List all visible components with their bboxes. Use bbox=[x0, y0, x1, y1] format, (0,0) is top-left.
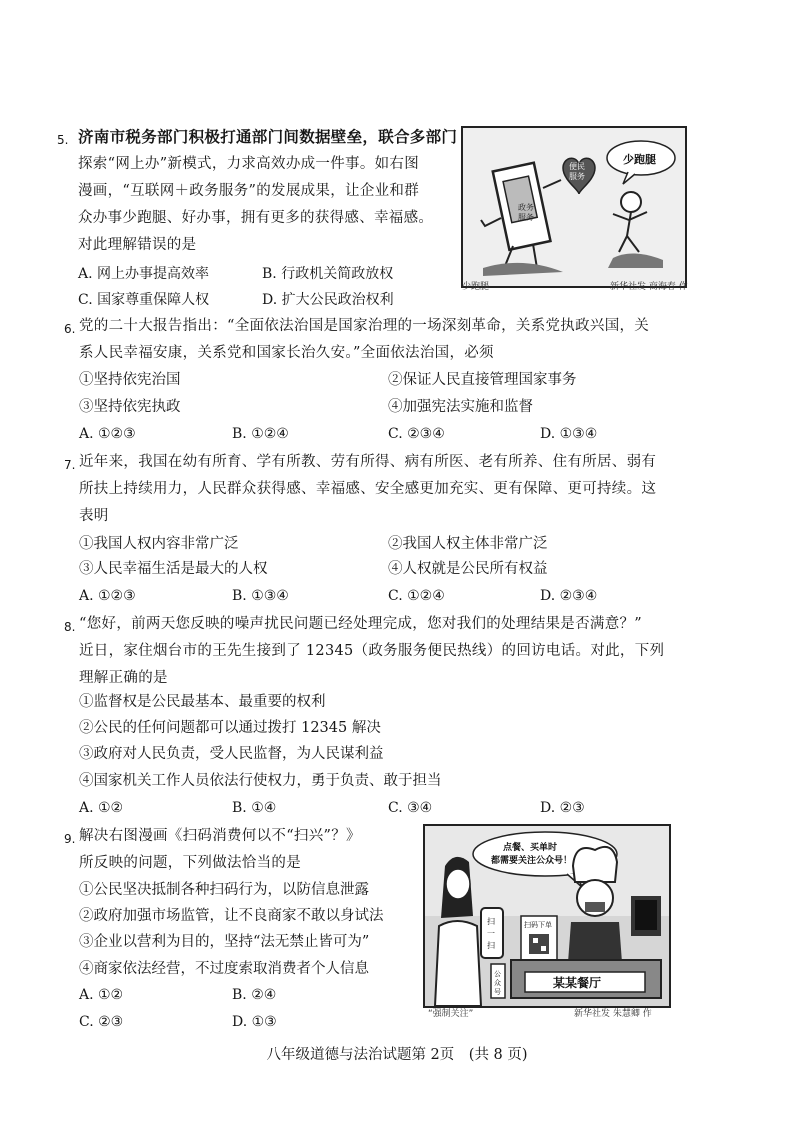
comic-image-q5 bbox=[461, 126, 687, 288]
question-line: 系人民幸福安康，关系党和国家长治久安。”全面依法治国，必须 bbox=[79, 345, 494, 361]
comic-drawing bbox=[425, 826, 669, 1006]
statement-item: ④人权就是公民所有权益 bbox=[388, 561, 548, 577]
comic-caption-credit: 新华社发 朱慧卿 作 bbox=[574, 1009, 652, 1019]
option-c: C. ①②④ bbox=[388, 588, 445, 604]
tag-text-1: 公 bbox=[494, 970, 501, 978]
comic-caption-credit: 新华社发 商海春 作 bbox=[610, 282, 688, 292]
question-number: 8. bbox=[64, 620, 76, 634]
option-c: C. 国家尊重保障人权 bbox=[78, 292, 210, 308]
question-line: 近日，家住烟台市的王先生接到了 12345（政务服务便民热线）的回访电话。对此，下列 bbox=[79, 643, 665, 659]
option-b: B. ①③④ bbox=[232, 588, 289, 604]
statement-item: ④国家机关工作人员依法行使权力，勇于负责、敢于担当 bbox=[79, 773, 442, 789]
option-b: B. ①②④ bbox=[232, 426, 289, 442]
tag-text-2: 众 bbox=[494, 979, 501, 987]
option-a: A. 网上办事提高效率 bbox=[78, 266, 210, 282]
speech-bubble-line-2: 都需要关注公众号！ bbox=[491, 856, 573, 866]
statement-item: ③人民幸福生活是最大的人权 bbox=[79, 561, 268, 577]
statement-item: ③政府对人民负责，受人民监督，为人民谋利益 bbox=[79, 746, 384, 762]
question-line: 所扶上持续用力，人民群众获得感、幸福感、安全感更加充实、更有保障、更可持续。这 bbox=[79, 481, 657, 497]
option-d: D. 扩大公民政治权利 bbox=[262, 292, 394, 308]
statement-item: ①监督权是公民最基本、最重要的权利 bbox=[79, 694, 326, 710]
question-line: 党的二十大报告指出：“全面依法治国是国家治理的一场深刻革命，关系党执政兴国，关 bbox=[79, 318, 650, 334]
option-c: C. ②③④ bbox=[388, 426, 445, 442]
option-a: A. ①②③ bbox=[79, 426, 136, 442]
statement-item: ②公民的任何问题都可以通过拨打 12345 解决 bbox=[79, 720, 381, 736]
question-line: 探索“网上办”新模式，力求高效办成一件事。如右图 bbox=[78, 156, 420, 172]
counter-sign-text: 某某餐厅 bbox=[553, 976, 602, 990]
option-a: A. ①② bbox=[79, 800, 124, 816]
question-line: 济南市税务部门积极打通部门间数据壁垒，联合多部门 bbox=[78, 127, 458, 146]
option-a: A. ①②③ bbox=[79, 588, 136, 604]
question-number: 6. bbox=[64, 322, 76, 336]
question-number: 5. bbox=[57, 133, 69, 147]
comic-caption-title: “强制关注” bbox=[428, 1009, 474, 1019]
question-line: 对此理解错误的是 bbox=[78, 237, 197, 253]
heart-label-2: 服务 bbox=[569, 172, 585, 181]
question-number: 7. bbox=[64, 458, 76, 472]
phone-text-3: 扫 bbox=[487, 941, 495, 950]
option-d: D. ①③④ bbox=[540, 426, 598, 442]
statement-item: ④加强宪法实施和监督 bbox=[388, 399, 533, 415]
statement-item: ④商家依法经营，不过度索取消费者个人信息 bbox=[79, 961, 369, 977]
device-label-1: 政务 bbox=[518, 203, 534, 212]
statement-item: ①公民坚决抵制各种扫码行为，以防信息泄露 bbox=[79, 882, 369, 898]
page-footer: 八年级道德与法治试题第 2页 (共 8 页) bbox=[266, 1047, 528, 1063]
question-line: “您好，前两天您反映的噪声扰民问题已经处理完成，您对我们的处理结果是否满意？” bbox=[79, 616, 643, 632]
question-number: 9. bbox=[64, 832, 76, 846]
option-d: D. ②③ bbox=[540, 800, 585, 816]
qr-sign-text: 扫码下单 bbox=[524, 921, 552, 929]
question-line: 漫画，“互联网＋政务服务”的发展成果，让企业和群 bbox=[78, 183, 420, 199]
option-c: C. ②③ bbox=[79, 1014, 124, 1030]
option-d: D. ①③ bbox=[232, 1014, 277, 1030]
comic-image-q9 bbox=[423, 824, 671, 1008]
tag-text-3: 号 bbox=[494, 988, 501, 996]
question-line: 近年来，我国在幼有所育、学有所教、劳有所得、病有所医、老有所养、住有所居、弱有 bbox=[79, 454, 657, 470]
question-line: 表明 bbox=[79, 508, 109, 524]
question-line: 解决右图漫画《扫码消费何以不“扫兴”？》 bbox=[79, 828, 361, 844]
option-c: C. ③④ bbox=[388, 800, 433, 816]
phone-text-1: 扫 bbox=[487, 917, 495, 926]
question-line: 众办事少跑腿、好办事，拥有更多的获得感、幸福感。 bbox=[78, 210, 434, 226]
statement-item: ①我国人权内容非常广泛 bbox=[79, 536, 239, 552]
statement-item: ①坚持依宪治国 bbox=[79, 372, 181, 388]
option-b: B. ②④ bbox=[232, 987, 277, 1003]
phone-text-2: 一 bbox=[487, 929, 495, 938]
option-a: A. ①② bbox=[79, 987, 124, 1003]
option-d: D. ②③④ bbox=[540, 588, 598, 604]
heart-label-1: 便民 bbox=[569, 162, 585, 171]
comic-caption-title: 少跑腿 bbox=[462, 282, 490, 292]
statement-item: ②政府加强市场监管，让不良商家不敢以身试法 bbox=[79, 908, 384, 924]
option-b: B. 行政机关简政放权 bbox=[262, 266, 394, 282]
statement-item: ②我国人权主体非常广泛 bbox=[388, 536, 548, 552]
statement-item: ②保证人民直接管理国家事务 bbox=[388, 372, 577, 388]
device-label-2: 服务 bbox=[518, 213, 534, 222]
question-line: 理解正确的是 bbox=[79, 670, 168, 686]
statement-item: ③坚持依宪执政 bbox=[79, 399, 181, 415]
speech-bubble-line-1: 点餐、买单时 bbox=[503, 843, 558, 853]
option-b: B. ①④ bbox=[232, 800, 277, 816]
question-line: 所反映的问题，下列做法恰当的是 bbox=[79, 855, 301, 871]
statement-item: ③企业以营利为目的，坚持“法无禁止皆可为” bbox=[79, 934, 370, 950]
speech-bubble-text: 少跑腿 bbox=[623, 153, 656, 166]
comic-drawing bbox=[463, 128, 685, 286]
